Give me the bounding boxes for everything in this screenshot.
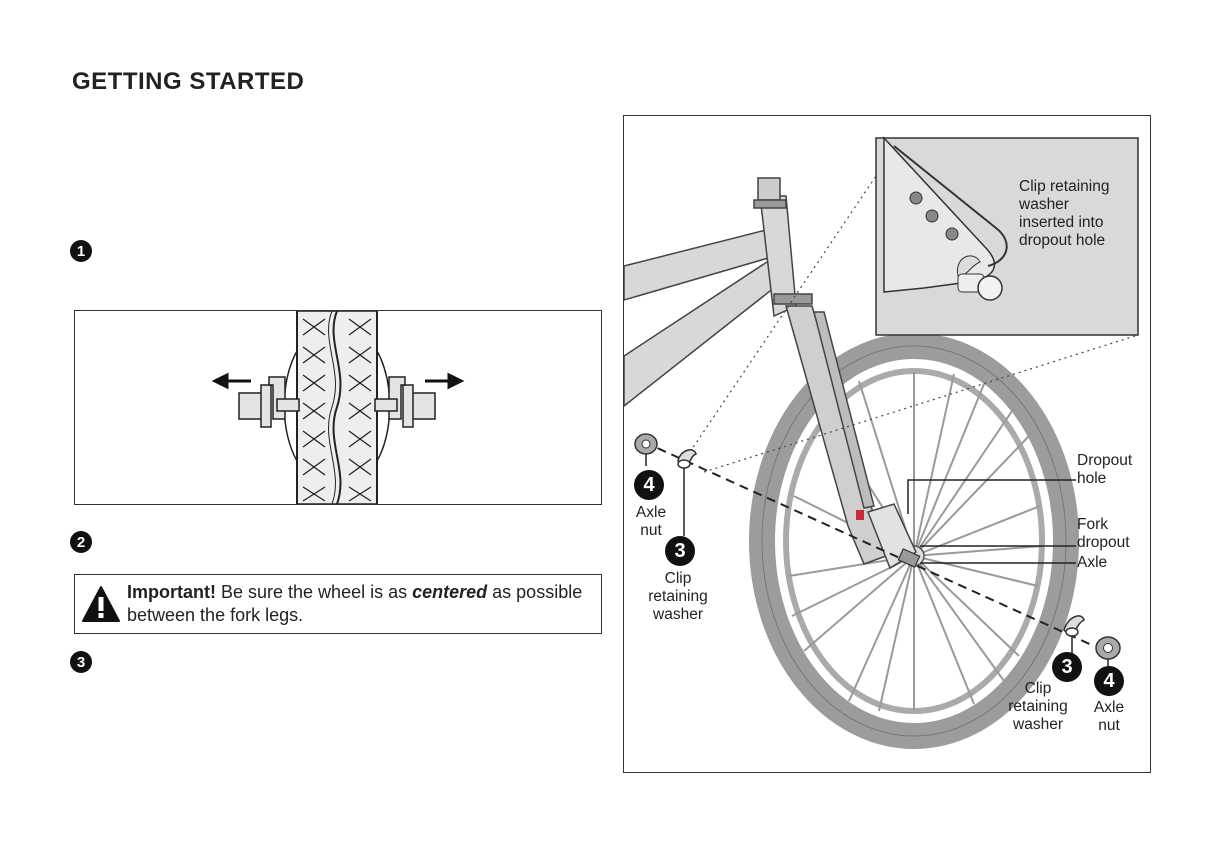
left-fork-dropout-icon bbox=[239, 377, 299, 427]
warning-triangle-icon bbox=[81, 584, 121, 624]
inset-label-line-4: dropout hole bbox=[1019, 232, 1106, 249]
front-wheel-icon bbox=[762, 346, 1066, 736]
inset-label-line-1: Clip retaining bbox=[1019, 178, 1110, 195]
inset-label-line-3: inserted into bbox=[1019, 214, 1104, 231]
right-clip-washer-label-line-3: washer bbox=[1013, 716, 1063, 733]
important-text-after: as possible bbox=[487, 582, 583, 602]
right-axle-nut-label bbox=[1086, 699, 1132, 735]
left-clip-washer-badge bbox=[665, 536, 695, 566]
step-3-number: 3 bbox=[76, 653, 86, 671]
left-axle-nut-label-line-2: nut bbox=[640, 522, 662, 539]
tire-axle-drawing bbox=[75, 311, 601, 504]
front-wheel-assembly-diagram bbox=[623, 115, 1151, 773]
arrow-left-icon bbox=[215, 375, 251, 387]
right-clip-washer-label-line-1: Clip bbox=[1024, 680, 1052, 697]
important-label: Important! bbox=[127, 582, 216, 602]
arrow-right-icon bbox=[425, 375, 461, 387]
left-axle-nut-label bbox=[630, 504, 672, 540]
right-axle-nut-label-line-1: Axle bbox=[1093, 699, 1125, 716]
dropout-hole-label-line-2: hole bbox=[1077, 470, 1107, 487]
inset-label bbox=[1019, 178, 1109, 250]
left-axle-nut-badge bbox=[634, 470, 664, 500]
right-fork-dropout-icon bbox=[375, 377, 435, 427]
important-note bbox=[74, 574, 602, 634]
fork-dropout-label-line-1: Fork bbox=[1077, 516, 1108, 533]
wheel-centering-illustration bbox=[74, 310, 602, 505]
right-clip-washer-label bbox=[998, 680, 1078, 734]
important-line-2: between the fork legs. bbox=[127, 605, 304, 625]
important-emphasis: centered bbox=[412, 582, 488, 602]
dropout-hole-label-line-1: Dropout bbox=[1077, 452, 1133, 469]
right-clip-washer-badge bbox=[1052, 652, 1082, 682]
left-clip-washer-label bbox=[638, 570, 718, 624]
right-axle-nut-label-line-2: nut bbox=[1098, 717, 1120, 734]
page-title: GETTING STARTED bbox=[72, 68, 305, 95]
important-text bbox=[127, 581, 582, 627]
inset-label-line-2: washer bbox=[1019, 196, 1069, 213]
left-axle-nut-icon bbox=[635, 434, 657, 454]
step-3-badge bbox=[70, 651, 92, 673]
right-clip-washer-number: 3 bbox=[1061, 655, 1073, 678]
dropout-hole-label bbox=[1077, 452, 1132, 488]
right-clip-washer-label-line-2: retaining bbox=[1008, 698, 1068, 715]
fork-dropout-label bbox=[1077, 516, 1130, 552]
left-axle-nut-number: 4 bbox=[643, 473, 655, 496]
left-clip-washer-label-line-2: retaining bbox=[648, 588, 708, 605]
step-2-number: 2 bbox=[76, 533, 86, 551]
step-2-badge bbox=[70, 531, 92, 553]
left-clip-washer-number: 3 bbox=[674, 539, 686, 562]
left-clip-washer-label-line-1: Clip bbox=[664, 570, 692, 587]
left-clip-washer-icon bbox=[678, 450, 696, 468]
right-axle-nut-number: 4 bbox=[1103, 669, 1115, 692]
left-axle-nut-label-line-1: Axle bbox=[635, 504, 667, 521]
step-1-number: 1 bbox=[76, 242, 86, 260]
left-clip-washer-label-line-3: washer bbox=[653, 606, 703, 623]
step-1-badge bbox=[70, 240, 92, 262]
right-axle-nut-badge bbox=[1094, 666, 1124, 696]
tire-icon bbox=[284, 311, 390, 504]
important-text-before: Be sure the wheel is as bbox=[216, 582, 413, 602]
fork-dropout-label-line-2: dropout bbox=[1077, 534, 1130, 551]
axle-label: Axle bbox=[1077, 554, 1108, 571]
bike-frame-icon bbox=[624, 178, 812, 406]
right-axle-nut-icon bbox=[1096, 637, 1120, 659]
